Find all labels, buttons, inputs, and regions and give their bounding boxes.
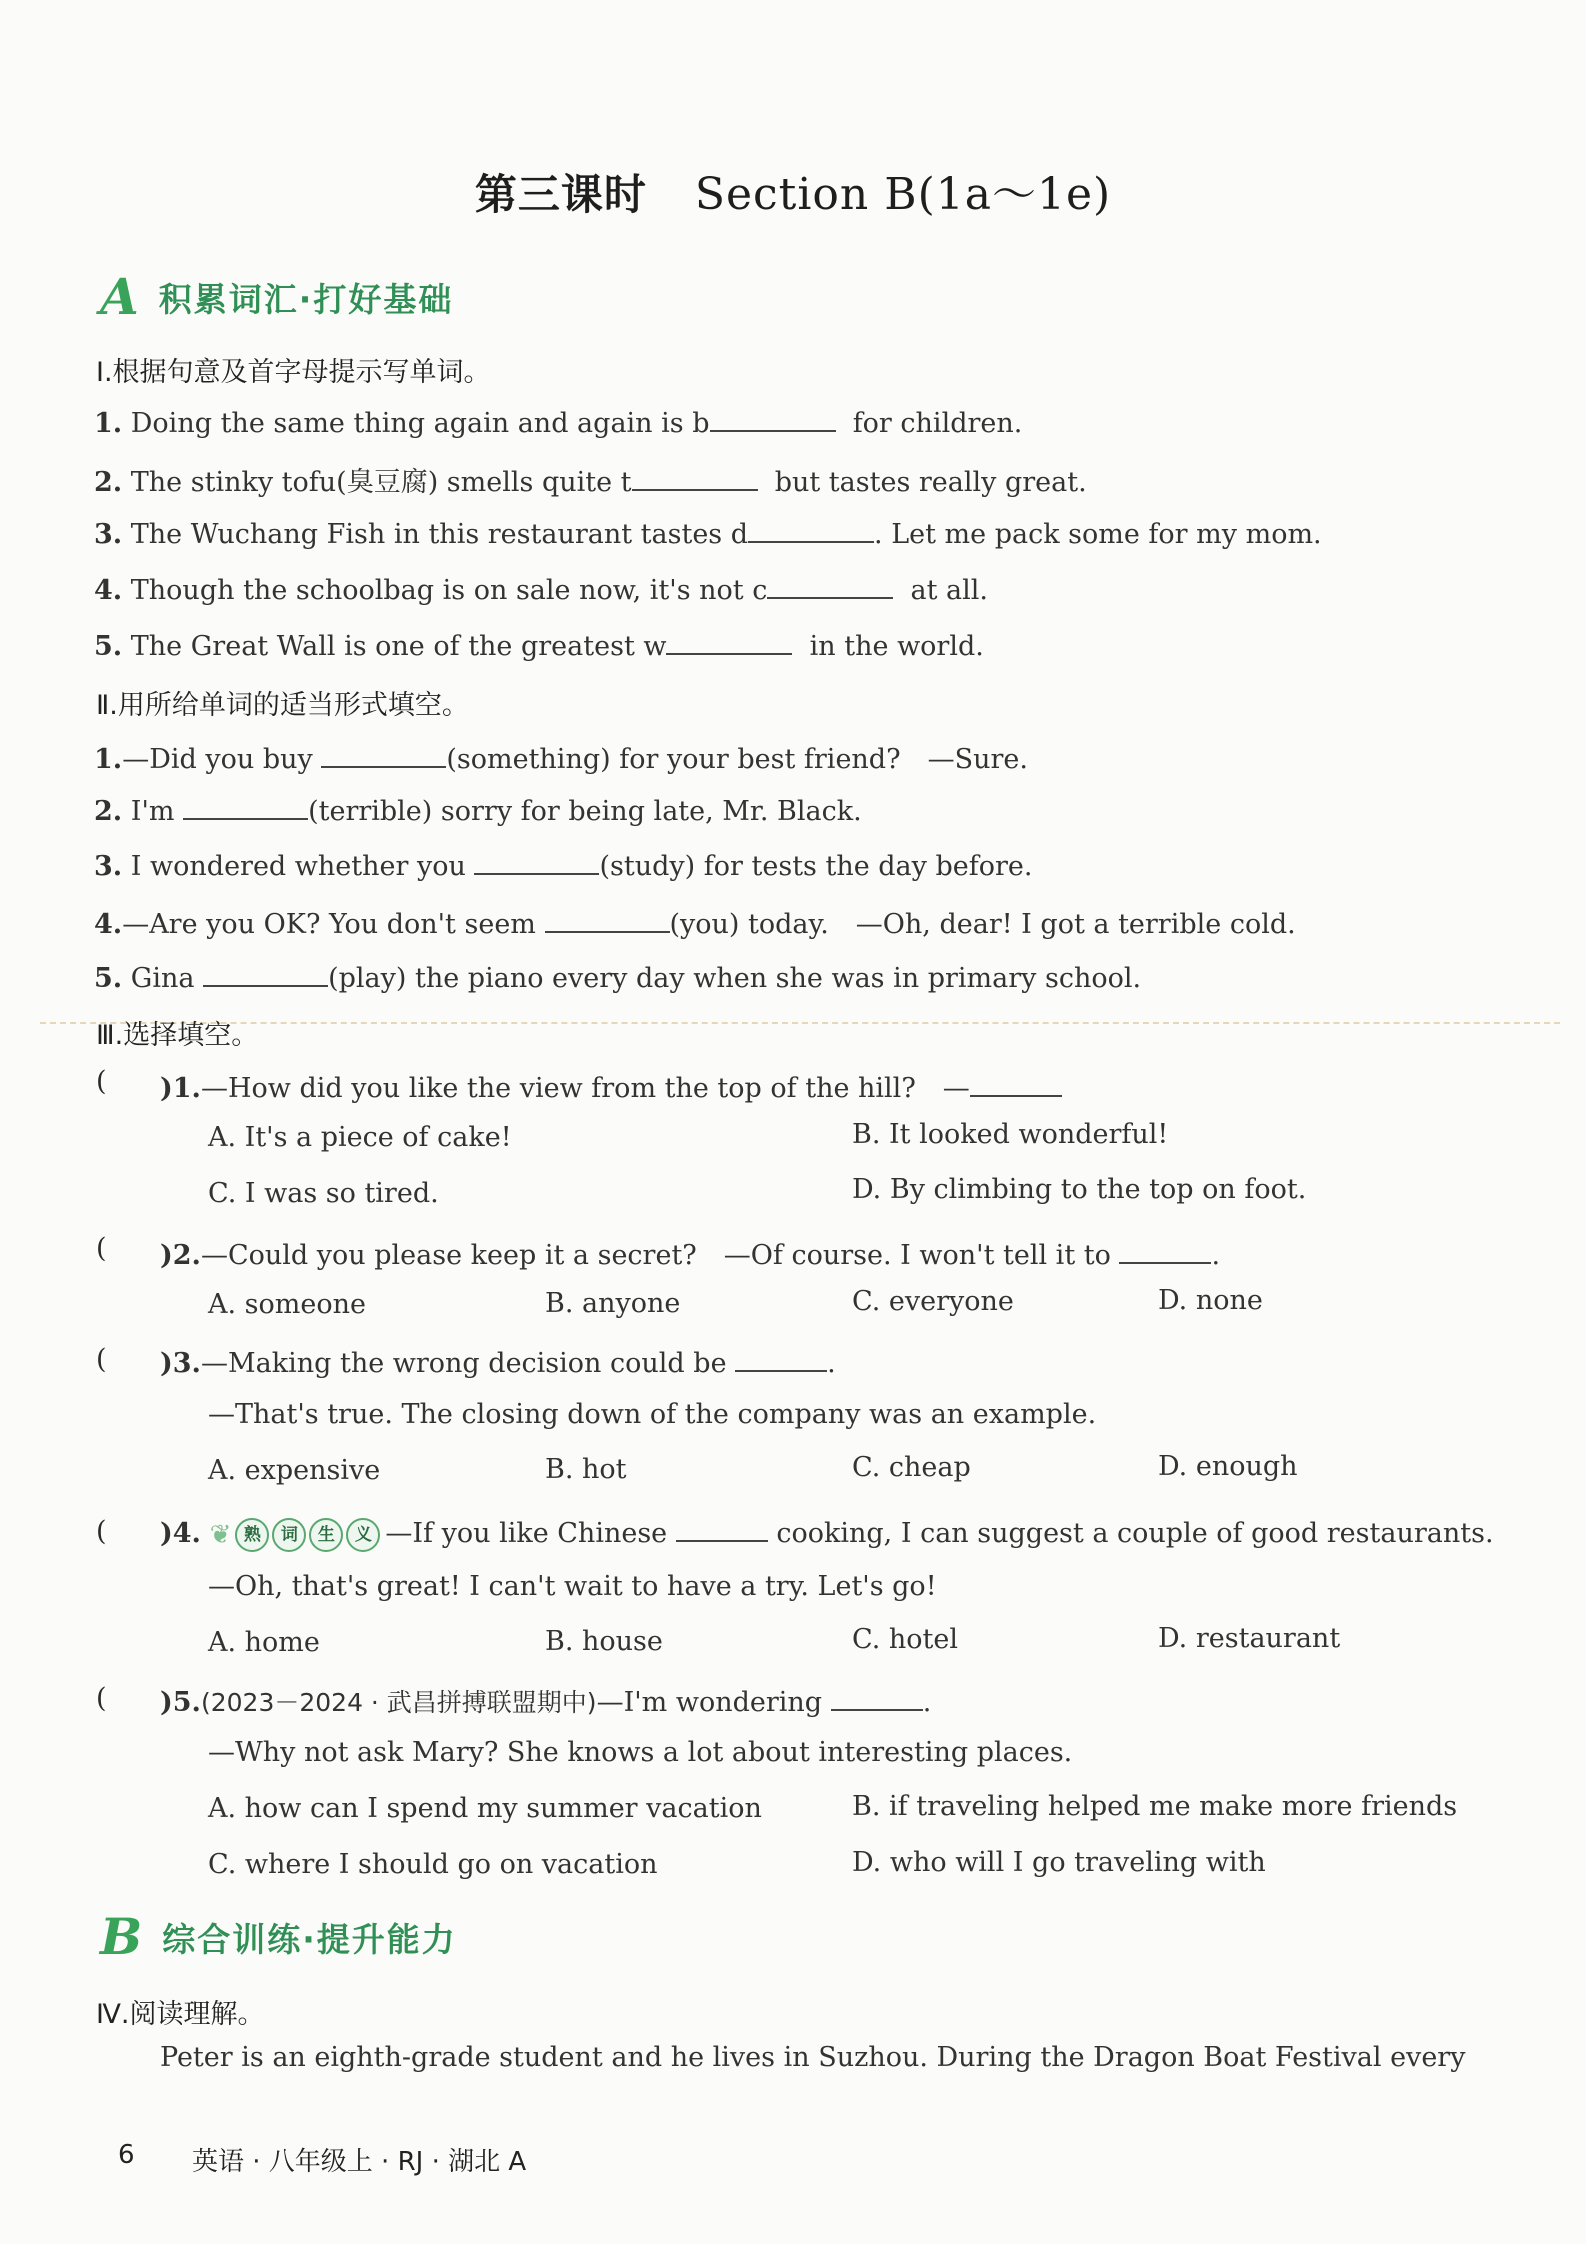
section-b-letter: B <box>100 1907 143 1966</box>
mc-question-5: )5.(2023－2024 · 武昌拼搏联盟期中)—I'm wondering . <box>160 1683 931 1719</box>
dashed-divider <box>40 1022 1560 1024</box>
footer-text: 英语 · 八年级上 · RJ · 湖北 A <box>192 2147 527 2177</box>
leaf-icon: ❦ <box>209 1519 232 1550</box>
answer-paren[interactable]: ( <box>96 1066 107 1097</box>
option-a[interactable]: A. It's a piece of cake! <box>208 1122 512 1153</box>
answer-blank[interactable] <box>1119 1236 1211 1264</box>
page-number: 6 <box>118 2140 135 2170</box>
section-b-header <box>100 1907 457 1966</box>
option-a[interactable]: A. how can I spend my summer vacation <box>208 1793 762 1824</box>
answer-blank[interactable] <box>666 627 792 655</box>
section-b-title: 综合训练·提升能力 <box>162 1919 457 1959</box>
answer-paren[interactable]: ( <box>96 1516 107 1547</box>
part3-heading: Ⅲ.选择填空。 <box>96 1020 259 1051</box>
answer-blank[interactable] <box>676 1514 768 1542</box>
part2-item-3: 3. I wondered whether you (study) for tests the day before. <box>94 847 1032 882</box>
option-d[interactable]: D. none <box>1158 1285 1263 1316</box>
mc-question-1: )1.—How did you like the view from the top of the hill? — <box>160 1066 1062 1105</box>
part2-item-1: 1.—Did you buy (something) for your best friend? —Sure. <box>94 737 1028 776</box>
part1-item-4: 4. Though the schoolbag is on sale now, it's not c at all. <box>94 571 988 606</box>
part2-item-4: 4.—Are you OK? You don't seem (you) today. —Oh, dear! I got a terrible cold. <box>94 902 1296 941</box>
mc-question-4: )4. ❦ 熟 词 生 义 —If you like Chinese cooking, I can suggest a couple of good restaurants. <box>160 1514 1494 1552</box>
option-c[interactable]: C. where I should go on vacation <box>208 1849 658 1880</box>
option-d[interactable]: D. who will I go traveling with <box>852 1847 1266 1878</box>
reading-passage: Peter is an eighth-grade student and he lives in Suzhou. During the Dragon Boat Festival every <box>160 2042 1466 2073</box>
page-title <box>0 158 1586 222</box>
badge-char: 义 <box>346 1518 380 1552</box>
answer-blank[interactable] <box>632 463 758 491</box>
answer-blank[interactable] <box>767 571 893 599</box>
option-d[interactable]: D. restaurant <box>1158 1623 1341 1654</box>
badge-char: 生 <box>309 1518 343 1552</box>
question-source: (2023－2024 · 武昌拼搏联盟期中) <box>200 1688 597 1717</box>
answer-blank[interactable] <box>831 1683 923 1711</box>
option-b[interactable]: B. if traveling helped me make more friends <box>852 1791 1458 1822</box>
answer-blank[interactable] <box>710 404 836 432</box>
option-b[interactable]: B. house <box>545 1626 663 1657</box>
part2-item-2: 2. I'm (terrible) sorry for being late, Mr. Black. <box>94 792 862 827</box>
answer-blank[interactable] <box>970 1069 1062 1097</box>
answer-blank[interactable] <box>735 1344 827 1372</box>
lesson-number: 第三课时 <box>474 170 647 219</box>
section-a-letter: A <box>100 267 139 326</box>
part4-heading: Ⅳ.阅读理解。 <box>96 1999 265 2030</box>
answer-paren[interactable]: ( <box>96 1683 107 1714</box>
vocab-badge-group <box>210 1518 384 1552</box>
answer-paren[interactable]: ( <box>96 1233 107 1264</box>
part1-item-5: 5. The Great Wall is one of the greatest w in the world. <box>94 627 984 662</box>
option-b[interactable]: B. hot <box>545 1454 627 1485</box>
option-b[interactable]: B. It looked wonderful! <box>852 1119 1169 1150</box>
answer-blank[interactable] <box>545 905 670 933</box>
option-b[interactable]: B. anyone <box>545 1288 681 1319</box>
part1-item-1: 1. Doing the same thing again and again is b for children. <box>94 404 1022 439</box>
mc-question-5-reply: —Why not ask Mary? She knows a lot about interesting places. <box>208 1737 1073 1768</box>
mc-question-2: )2.—Could you please keep it a secret? —Of course. I won't tell it to . <box>160 1233 1220 1272</box>
part1-item-2: 2. The stinky tofu(臭豆腐) smells quite t but tastes really great. <box>94 460 1087 499</box>
answer-blank[interactable] <box>474 847 599 875</box>
answer-blank[interactable] <box>321 740 446 768</box>
lesson-section: Section B(1a～1e) <box>694 169 1112 220</box>
option-d[interactable]: D. By climbing to the top on foot. <box>852 1174 1307 1205</box>
option-a[interactable]: A. someone <box>208 1289 366 1320</box>
part2-item-5: 5. Gina (play) the piano every day when she was in primary school. <box>94 959 1141 994</box>
answer-blank[interactable] <box>203 959 328 987</box>
option-c[interactable]: C. hotel <box>852 1624 958 1655</box>
mc-question-4-reply: —Oh, that's great! I can't wait to have a try. Let's go! <box>208 1571 937 1602</box>
part1-heading: Ⅰ.根据句意及首字母提示写单词。 <box>96 357 491 388</box>
badge-char: 词 <box>272 1518 306 1552</box>
mc-question-3: )3.—Making the wrong decision could be . <box>160 1344 836 1379</box>
mc-question-3-reply: —That's true. The closing down of the company was an example. <box>208 1399 1097 1430</box>
answer-blank[interactable] <box>748 515 874 543</box>
badge-char: 熟 <box>235 1518 269 1552</box>
answer-blank[interactable] <box>183 792 308 820</box>
option-c[interactable]: C. I was so tired. <box>208 1178 439 1209</box>
option-c[interactable]: C. everyone <box>852 1286 1014 1317</box>
section-a-header <box>100 267 454 326</box>
option-d[interactable]: D. enough <box>1158 1451 1298 1482</box>
option-c[interactable]: C. cheap <box>852 1452 971 1483</box>
answer-paren[interactable]: ( <box>96 1344 107 1375</box>
part1-item-3: 3. The Wuchang Fish in this restaurant tastes d . Let me pack some for my mom. <box>94 515 1322 550</box>
option-a[interactable]: A. home <box>208 1627 320 1658</box>
part2-heading: Ⅱ.用所给单词的适当形式填空。 <box>96 690 469 721</box>
option-a[interactable]: A. expensive <box>208 1455 381 1486</box>
section-a-title: 积累词汇·打好基础 <box>158 279 454 319</box>
